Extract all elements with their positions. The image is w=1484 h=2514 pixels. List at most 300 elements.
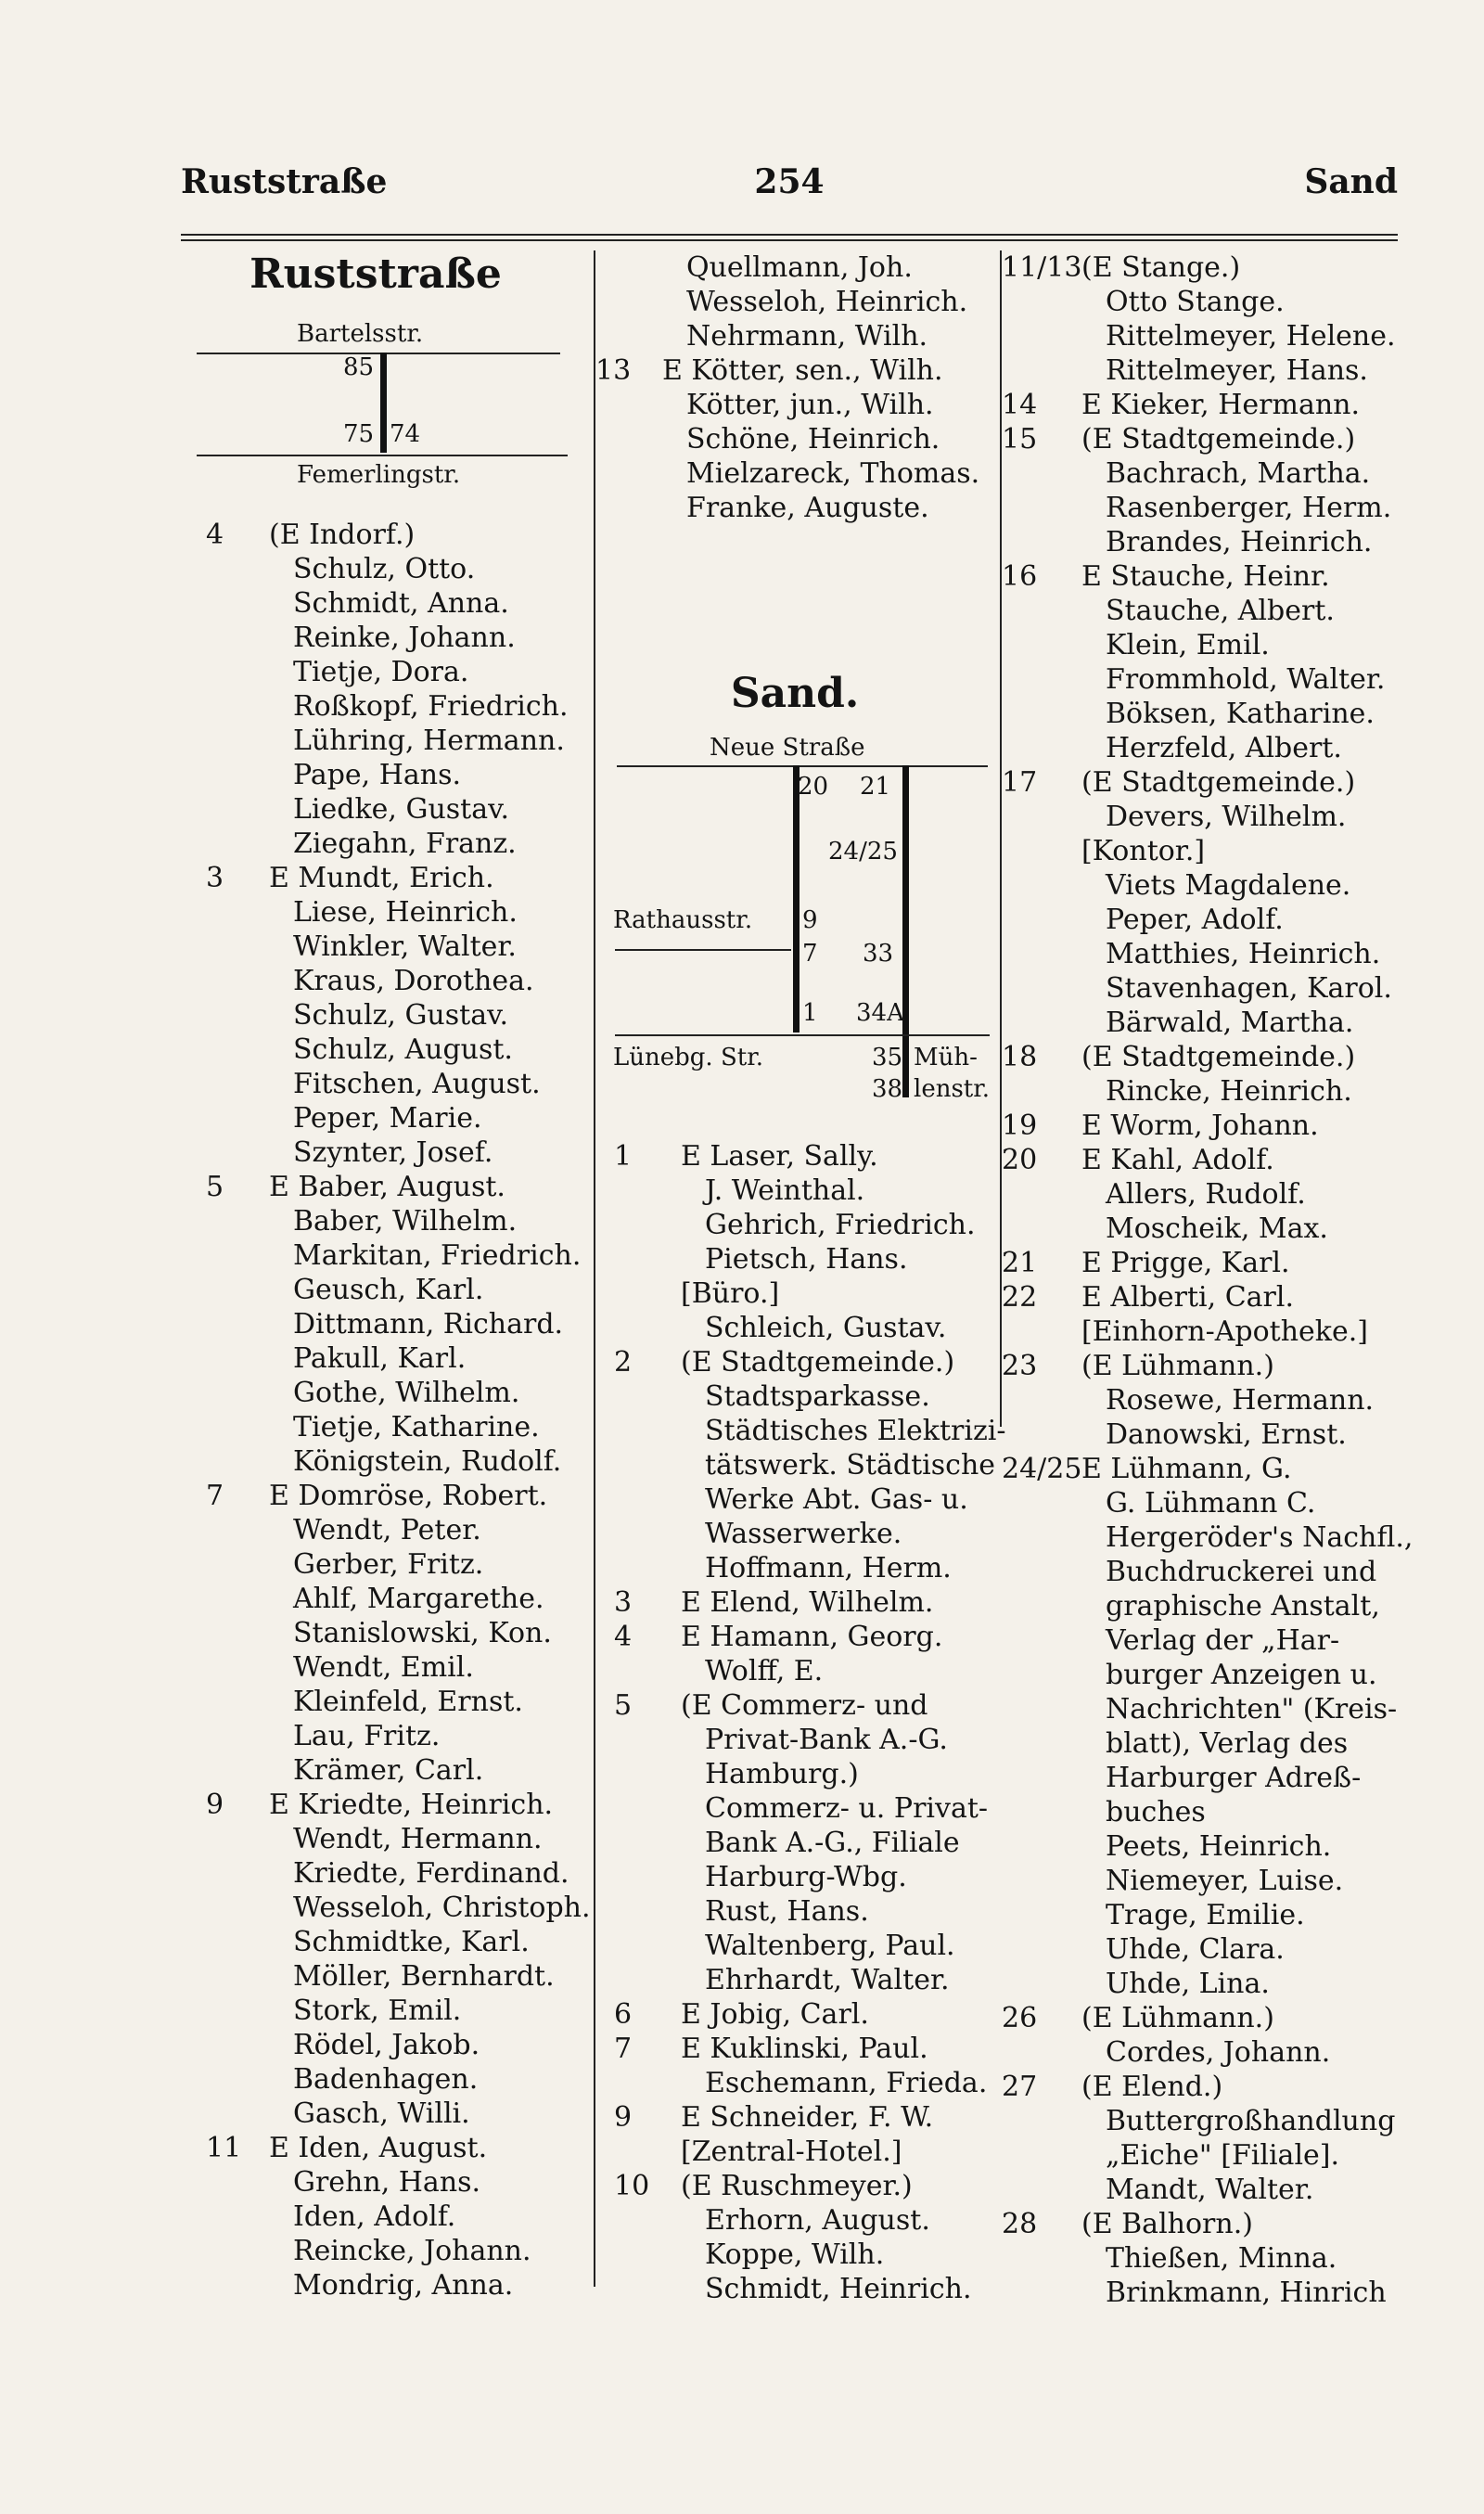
resident-name: Schmidt, Heinrich.: [705, 2273, 972, 2305]
resident-name: E Mundt, Erich.: [269, 862, 494, 894]
resident-name: E Domröse, Robert.: [269, 1480, 548, 1512]
directory-entry: [1002, 1109, 1410, 1143]
directory-entry: [1002, 1932, 1410, 1967]
resident-name: (E Stange.): [1081, 251, 1241, 284]
directory-entry: [614, 2203, 1013, 2238]
directory-entry: [206, 827, 586, 861]
directory-entry: [1002, 834, 1410, 868]
column-divider-1: [594, 250, 595, 2287]
house-number: 21: [1002, 1247, 1038, 1279]
resident-name: E Laser, Sally.: [681, 1140, 878, 1173]
resident-name: Rincke, Heinrich.: [1106, 1075, 1352, 1108]
map-house-number: 75: [343, 420, 375, 448]
resident-name: Schulz, August.: [293, 1033, 513, 1066]
directory-entry: [206, 1135, 586, 1170]
resident-name: Mielzareck, Thomas.: [686, 457, 980, 490]
map-label-rathausstr: Rathausstr.: [613, 906, 753, 934]
resident-name: E Kieker, Hermann.: [1081, 389, 1361, 421]
directory-entry: [1002, 1795, 1410, 1829]
resident-name: E Hamann, Georg.: [681, 1621, 943, 1653]
map-label-muehlenstr-2: lenstr.: [914, 1075, 991, 1103]
house-number: 4: [614, 1621, 633, 1653]
resident-name: Ahlf, Margarethe.: [293, 1583, 544, 1615]
map-house-number: 21: [860, 773, 891, 801]
directory-entry: [1002, 1452, 1410, 1486]
resident-name: Nachrichten" (Kreis-: [1106, 1693, 1398, 1725]
directory-entry: [614, 2100, 1013, 2135]
directory-entry: [206, 621, 586, 655]
map-street-line: [197, 455, 568, 456]
directory-entry: [206, 2268, 586, 2302]
directory-entry: [1002, 800, 1410, 834]
resident-name: Rasenberger, Herm.: [1106, 492, 1392, 524]
resident-name: Städtisches Elektrizi-: [705, 1415, 1006, 1447]
resident-name: Schöne, Heinrich.: [686, 423, 940, 455]
resident-name: E Alberti, Carl.: [1081, 1281, 1295, 1314]
map-house-number: 1: [802, 999, 818, 1027]
directory-entry: [206, 2062, 586, 2097]
sand-entries-col2: [614, 1139, 1013, 2306]
directory-entry: [1002, 971, 1410, 1006]
section-title-sand: Sand.: [730, 670, 860, 717]
directory-entry: [206, 998, 586, 1033]
resident-name: E Prigge, Karl.: [1081, 1247, 1290, 1279]
resident-name: Reinke, Johann.: [293, 622, 516, 654]
directory-entry: [206, 655, 586, 689]
resident-name: Stork, Emil.: [293, 1995, 462, 2027]
resident-name: Koppe, Wilh.: [705, 2238, 885, 2271]
house-number: 15: [1002, 423, 1038, 455]
resident-name: Stadtsparkasse.: [705, 1380, 930, 1413]
header-left-street: Ruststraße: [181, 162, 388, 201]
directory-entry: [206, 861, 586, 895]
resident-name: Rittelmeyer, Hans.: [1106, 354, 1368, 387]
directory-entry: [614, 1929, 1013, 1963]
resident-name: (E Lühmann.): [1081, 2002, 1274, 2034]
resident-name: Dittmann, Richard.: [293, 1308, 564, 1340]
directory-entry: [614, 1723, 1013, 1757]
directory-entry: [614, 2135, 1013, 2169]
resident-name: Lau, Fritz.: [293, 1720, 441, 1752]
resident-name: Schulz, Gustav.: [293, 999, 509, 1032]
map-house-number: 20: [798, 773, 829, 801]
resident-name: Schmidt, Anna.: [293, 587, 509, 620]
resident-name: Wendt, Hermann.: [293, 1823, 543, 1855]
resident-name: Verlag der „Har-: [1106, 1624, 1340, 1657]
directory-entry: [614, 1345, 1013, 1379]
resident-name: Winkler, Walter.: [293, 930, 517, 963]
directory-entry: [614, 1414, 1013, 1448]
resident-name: (E Stadtgemeinde.): [1081, 423, 1356, 455]
house-number: 7: [614, 2033, 633, 2065]
map-house-number: 74: [390, 420, 421, 448]
directory-entry: [1002, 1761, 1410, 1795]
map-house-number: 33: [863, 940, 894, 968]
resident-name: Klein, Emil.: [1106, 629, 1270, 661]
resident-name: Franke, Auguste.: [686, 492, 929, 524]
page-header: [181, 162, 1398, 218]
resident-name: Lühring, Hermann.: [293, 725, 565, 757]
directory-entry: [206, 1650, 586, 1685]
directory-entry: [206, 1238, 586, 1273]
directory-entry: [206, 1685, 586, 1719]
map-label-muehlenstr-1: Müh-: [914, 1044, 978, 1071]
directory-entry: [1002, 1383, 1410, 1417]
map-label-bartelsstr: Bartelsstr.: [297, 320, 424, 348]
resident-name: Erhorn, August.: [705, 2204, 930, 2237]
resident-name: E Lühmann, G.: [1081, 1453, 1292, 1485]
house-number: 20: [1002, 1144, 1038, 1176]
directory-entry: [1002, 1315, 1410, 1349]
directory-entry: [206, 1925, 586, 1959]
resident-name: Privat-Bank A.-G.: [705, 1724, 948, 1756]
directory-entry: [1002, 937, 1410, 971]
sand-entries-col3: [1002, 250, 1414, 2310]
house-number: 3: [614, 1586, 633, 1619]
directory-entry: [206, 1788, 586, 1822]
resident-name: (E Ruschmeyer.): [681, 2170, 913, 2202]
directory-entry: [1002, 1486, 1410, 1520]
directory-entry: [1002, 2276, 1410, 2310]
directory-entry: [1002, 1898, 1410, 1932]
resident-name: Roßkopf, Friedrich.: [293, 690, 569, 723]
resident-name: Otto Stange.: [1106, 286, 1285, 318]
house-number: 26: [1002, 2002, 1038, 2034]
directory-entry: [206, 1410, 586, 1444]
resident-name: [Zentral-Hotel.]: [681, 2136, 902, 2168]
column2-top-entries: [595, 250, 994, 525]
directory-entry: [614, 2169, 1013, 2203]
directory-entry: [206, 895, 586, 930]
resident-name: Badenhagen.: [293, 2063, 479, 2096]
resident-name: Trage, Emilie.: [1106, 1899, 1305, 1931]
directory-entry: [1002, 1177, 1410, 1212]
house-number: 2: [614, 1346, 633, 1379]
resident-name: Danowski, Ernst.: [1106, 1418, 1347, 1451]
directory-entry: [1002, 319, 1410, 353]
resident-name: Rust, Hans.: [705, 1895, 869, 1928]
directory-entry: [1002, 2070, 1410, 2104]
directory-entry: [1002, 2173, 1410, 2207]
resident-name: Buchdruckerei und: [1106, 1556, 1377, 1588]
directory-entry: [1002, 1212, 1410, 1246]
directory-entry: [206, 1101, 586, 1135]
directory-entry: [614, 1757, 1013, 1791]
house-number: 19: [1002, 1109, 1038, 1142]
directory-entry: [614, 2272, 1013, 2306]
resident-name: Quellmann, Joh.: [686, 251, 913, 284]
map-house-number: 9: [802, 906, 818, 934]
map-label-lueneburger-str: Lünebg. Str.: [613, 1044, 764, 1071]
map-house-number: 7: [802, 940, 818, 968]
directory-entry: [206, 586, 586, 621]
section-title-ruststrasse: Ruststraße: [249, 250, 502, 298]
directory-entry: [206, 518, 586, 552]
directory-entry: [1002, 1829, 1410, 1864]
resident-name: Wasserwerke.: [705, 1518, 902, 1550]
resident-name: Brinkmann, Hinrich: [1106, 2277, 1387, 2309]
resident-name: Tietje, Dora.: [293, 656, 469, 688]
header-right-street: Sand: [1304, 162, 1398, 201]
map-house-number: 34A: [856, 999, 904, 1027]
map-label-neue-strasse: Neue Straße: [710, 734, 865, 762]
directory-entry: [1002, 1246, 1410, 1280]
directory-entry: [1002, 285, 1410, 319]
directory-entry: [1002, 1658, 1410, 1692]
resident-name: [Kontor.]: [1081, 835, 1206, 867]
resident-name: Mandt, Walter.: [1106, 2174, 1314, 2206]
directory-entry: [1002, 1589, 1410, 1623]
resident-name: Wesseloh, Heinrich.: [686, 286, 968, 318]
resident-name: Liese, Heinrich.: [293, 896, 518, 929]
directory-entry: [595, 319, 994, 353]
directory-entry: [206, 792, 586, 827]
directory-entry: [206, 2131, 586, 2165]
directory-entry: [206, 1994, 586, 2028]
resident-name: Waltenberg, Paul.: [705, 1930, 955, 1962]
directory-entry: [206, 930, 586, 964]
map-street-line: [615, 1034, 990, 1036]
resident-name: (E Stadtgemeinde.): [1081, 1041, 1356, 1073]
resident-name: Bärwald, Martha.: [1106, 1007, 1354, 1039]
resident-name: Stauche, Albert.: [1106, 595, 1335, 627]
resident-name: Fitschen, August.: [293, 1068, 541, 1100]
directory-entry: [614, 1826, 1013, 1860]
resident-name: Buttergroßhandlung: [1106, 2105, 1396, 2137]
resident-name: Moscheik, Max.: [1106, 1212, 1328, 1245]
directory-entry: [206, 1170, 586, 1204]
directory-entry: [1002, 1349, 1410, 1383]
directory-entry: [1002, 422, 1410, 456]
resident-name: Commerz- u. Privat-: [705, 1792, 989, 1825]
resident-name: Wendt, Emil.: [293, 1651, 474, 1684]
resident-name: [Einhorn-Apotheke.]: [1081, 1315, 1368, 1348]
resident-name: tätswerk. Städtische: [705, 1449, 996, 1481]
ruststrasse-entries: [206, 518, 591, 2302]
resident-name: (E Elend.): [1081, 2071, 1223, 2103]
map-street-bar: [380, 353, 387, 453]
resident-name: Rittelmeyer, Helene.: [1106, 320, 1396, 353]
page-number: 254: [754, 162, 825, 201]
directory-entry: [614, 1517, 1013, 1551]
directory-entry: [595, 491, 994, 525]
resident-name: Schulz, Otto.: [293, 553, 476, 585]
directory-entry: [206, 2165, 586, 2200]
directory-entry: [614, 2238, 1013, 2272]
directory-entry: [595, 250, 994, 285]
resident-name: E Kriedte, Heinrich.: [269, 1789, 554, 1821]
resident-name: Frommhold, Walter.: [1106, 663, 1386, 696]
house-number: 17: [1002, 766, 1038, 799]
resident-name: Pakull, Karl.: [293, 1342, 467, 1375]
resident-name: E Stauche, Heinr.: [1081, 560, 1330, 593]
resident-name: E Kahl, Adolf.: [1081, 1144, 1274, 1176]
directory-entry: [614, 2032, 1013, 2066]
header-rule-top: [181, 234, 1398, 236]
directory-entry: [206, 552, 586, 586]
directory-entry: [614, 1791, 1013, 1826]
resident-name: Stavenhagen, Karol.: [1106, 972, 1392, 1005]
resident-name: Ziegahn, Franz.: [293, 827, 517, 860]
resident-name: Niemeyer, Luise.: [1106, 1865, 1344, 1897]
directory-entry: [206, 1444, 586, 1479]
house-number: 23: [1002, 1350, 1038, 1382]
header-rule-bottom: [181, 239, 1398, 241]
resident-name: Kleinfeld, Ernst.: [293, 1686, 523, 1718]
resident-name: Pietsch, Hans.: [705, 1243, 908, 1276]
resident-name: Nehrmann, Wilh.: [686, 320, 928, 353]
house-number: 9: [614, 2101, 633, 2134]
directory-entry: [1002, 491, 1410, 525]
resident-name: Devers, Wilhelm.: [1106, 801, 1347, 833]
directory-entry: [206, 1822, 586, 1856]
resident-name: Uhde, Lina.: [1106, 1968, 1270, 2000]
resident-name: Rödel, Jakob.: [293, 2029, 480, 2061]
directory-entry: [206, 2200, 586, 2234]
map-street-bar: [793, 765, 800, 1033]
directory-entry: [614, 1585, 1013, 1620]
directory-entry: [206, 2028, 586, 2062]
resident-name: E Worm, Johann.: [1081, 1109, 1319, 1142]
resident-name: Harburger Adreß-: [1106, 1762, 1362, 1794]
directory-entry: [1002, 1692, 1410, 1726]
resident-name: Harburg-Wbg.: [705, 1861, 907, 1893]
resident-name: Wendt, Peter.: [293, 1514, 481, 1546]
resident-name: Herzfeld, Albert.: [1106, 732, 1342, 764]
resident-name: buches: [1106, 1796, 1206, 1828]
directory-entry: [614, 1620, 1013, 1654]
resident-name: Krämer, Carl.: [293, 1754, 484, 1787]
map-house-number: 38: [872, 1075, 903, 1103]
directory-entry: [1002, 765, 1410, 800]
directory-entry: [1002, 662, 1410, 697]
resident-name: (E Indorf.): [269, 519, 416, 551]
directory-entry: [206, 758, 586, 792]
directory-entry: [1002, 628, 1410, 662]
resident-name: E Schneider, F. W.: [681, 2101, 934, 2134]
directory-entry: [206, 1582, 586, 1616]
resident-name: Brandes, Heinrich.: [1106, 526, 1373, 558]
house-number: 1: [614, 1140, 633, 1173]
house-number: 11/13: [1002, 251, 1082, 284]
resident-name: graphische Anstalt,: [1106, 1590, 1380, 1623]
directory-entry: [614, 1448, 1013, 1482]
directory-entry: [1002, 353, 1410, 388]
directory-entry: [1002, 559, 1410, 594]
resident-name: „Eiche" [Filiale].: [1106, 2139, 1340, 2172]
directory-entry: [206, 1204, 586, 1238]
resident-name: Hergeröder's Nachfl.,: [1106, 1521, 1414, 1554]
directory-entry: [206, 1891, 591, 1925]
directory-entry: [614, 2066, 1013, 2100]
resident-name: Tietje, Katharine.: [293, 1411, 540, 1443]
resident-name: Möller, Bernhardt.: [293, 1960, 555, 1993]
resident-name: Gerber, Fritz.: [293, 1548, 484, 1581]
resident-name: Königstein, Rudolf.: [293, 1445, 562, 1478]
map-label-femerlingstr: Femerlingstr.: [297, 461, 461, 489]
directory-entry: [206, 1273, 586, 1307]
directory-entry: [206, 964, 586, 998]
resident-name: Schleich, Gustav.: [705, 1312, 947, 1344]
directory-entry: [206, 1307, 586, 1341]
resident-name: Schmidtke, Karl.: [293, 1926, 530, 1958]
directory-entry: [595, 285, 994, 319]
resident-name: Thießen, Minna.: [1106, 2242, 1337, 2275]
directory-entry: [1002, 1040, 1410, 1074]
house-number: 9: [206, 1789, 224, 1821]
directory-entry: [614, 1276, 1013, 1311]
house-number: 24/25: [1002, 1453, 1082, 1485]
resident-name: Gothe, Wilhelm.: [293, 1377, 520, 1409]
map-street-bar: [902, 765, 909, 1097]
directory-entry: [614, 1208, 1013, 1242]
house-number: 7: [206, 1480, 224, 1512]
resident-name: (E Stadtgemeinde.): [1081, 766, 1356, 799]
resident-name: Matthies, Heinrich.: [1106, 938, 1381, 970]
directory-entry: [206, 1719, 586, 1753]
directory-entry: [1002, 2001, 1410, 2035]
resident-name: Markitan, Friedrich.: [293, 1239, 582, 1272]
resident-name: (E Lühmann.): [1081, 1350, 1274, 1382]
directory-entry: [206, 1753, 586, 1788]
resident-name: Peper, Marie.: [293, 1102, 482, 1135]
resident-name: Eschemann, Frieda.: [705, 2067, 988, 2099]
resident-name: Hoffmann, Herm.: [705, 1552, 952, 1584]
resident-name: burger Anzeigen u.: [1106, 1659, 1377, 1691]
resident-name: Szynter, Josef.: [293, 1136, 493, 1169]
directory-entry: [1002, 1520, 1414, 1555]
resident-name: Reincke, Johann.: [293, 2235, 531, 2267]
directory-entry: [614, 1894, 1013, 1929]
directory-entry: [206, 1959, 586, 1994]
resident-name: Baber, Wilhelm.: [293, 1205, 518, 1238]
directory-entry: [1002, 388, 1410, 422]
directory-entry: [1002, 2138, 1410, 2173]
directory-entry: [1002, 250, 1410, 285]
resident-name: Kötter, jun., Wilh.: [686, 389, 934, 421]
directory-entry: [614, 1997, 1013, 2032]
directory-entry: [206, 689, 586, 724]
directory-entry: [206, 1341, 586, 1376]
house-number: 13: [595, 354, 632, 387]
directory-entry: [1002, 2035, 1410, 2070]
resident-name: Wolff, E.: [705, 1655, 824, 1687]
directory-entry: [614, 1860, 1013, 1894]
resident-name: Bachrach, Martha.: [1106, 457, 1371, 490]
directory-entry: [595, 456, 994, 491]
directory-entry: [1002, 697, 1410, 731]
directory-entry: [206, 1376, 586, 1410]
house-number: 14: [1002, 389, 1038, 421]
directory-entry: [1002, 1417, 1410, 1452]
directory-entry: [206, 1067, 586, 1101]
directory-entry: [595, 388, 994, 422]
directory-entry: [1002, 456, 1410, 491]
directory-entry: [206, 1547, 586, 1582]
resident-name: Ehrhardt, Walter.: [705, 1964, 950, 1996]
directory-entry: [1002, 1623, 1410, 1658]
directory-entry: [1002, 2207, 1410, 2241]
house-number: 5: [614, 1689, 633, 1722]
resident-name: E Kötter, sen., Wilh.: [662, 354, 943, 387]
resident-name: Rosewe, Hermann.: [1106, 1384, 1375, 1417]
street-map-sand: [608, 728, 1002, 1118]
resident-name: Gasch, Willi.: [293, 2097, 470, 2130]
house-number: 4: [206, 519, 224, 551]
house-number: 27: [1002, 2071, 1038, 2103]
directory-entry: [1002, 2104, 1410, 2138]
directory-entry: [614, 1174, 1013, 1208]
